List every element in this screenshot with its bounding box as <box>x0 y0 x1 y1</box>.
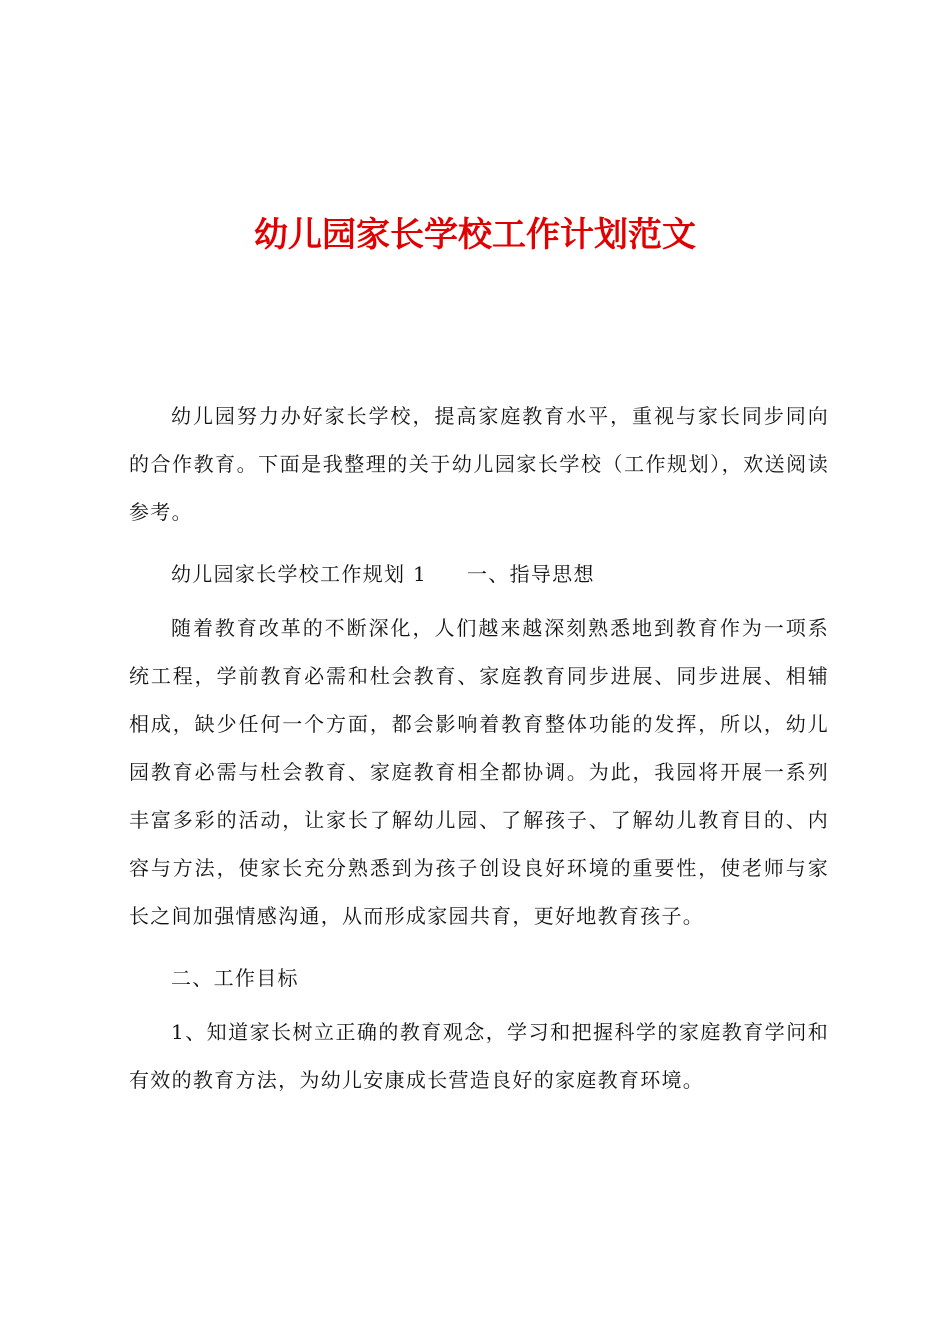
section1-heading: 一、指导思想 <box>466 562 595 586</box>
document-title: 幼儿园家长学校工作计划范文 <box>254 215 696 255</box>
plan-heading-line <box>129 550 829 598</box>
section1-paragraph: 随着教育改革的不断深化，人们越来越深刻熟悉地到教育作为一项系统工程，学前教育必需和杜会教育、家庭教育同步进展、同步进展、相辅相成，缺少任何一个方面，都会影响着教育整体功能的发挥，所以，幼儿园教育必需与杜会教育、家庭教育相全都协调。为此，我园将开展一系列丰富多彩的活动，让家长了解幼儿园、了解孩子、了解幼儿教育目的、内容与方法，使家长充分熟悉到为孩子创设良好环境的重要性，使老师与家长之间加强情感沟通，从而形成家园共育，更好地教育孩子。 <box>129 616 829 928</box>
intro-paragraph: 幼儿园努力办好家长学校，提高家庭教育水平，重视与家长同步同向的合作教育。下面是我整理的关于幼儿园家长学校（工作规划），欢送阅读参考。 <box>129 404 829 524</box>
plan-heading: 幼儿园家长学校工作规划 1 <box>171 562 427 586</box>
list-item-1: 1、知道家长树立正确的教育观念，学习和把握科学的家庭教育学问和有效的教育方法，为幼儿安康成长营造良好的家庭教育环境。 <box>129 1020 829 1092</box>
section2-heading: 二、工作目标 <box>171 966 299 990</box>
document-body <box>129 392 829 1118</box>
